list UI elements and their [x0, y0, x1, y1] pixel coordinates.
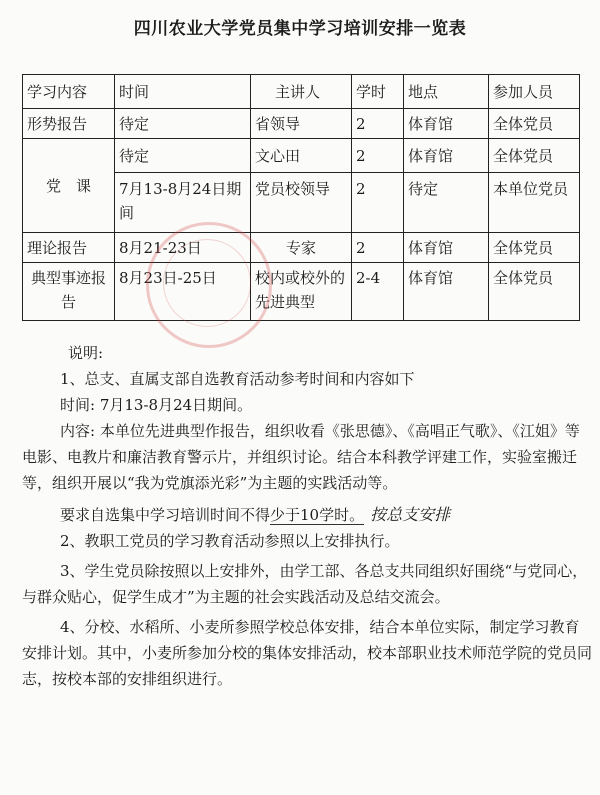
- cell-speaker: 省领导: [251, 109, 352, 139]
- cell-time: 8月23日-25日: [115, 263, 251, 321]
- note-3: 3、学生党员除按照以上安排外，由学工部、各总支共同组织好围绕“与党同心，与群众贴心，促学生成才”为主题的社会实践活动及总结交流会。: [22, 562, 588, 606]
- table-header-row: [23, 75, 580, 109]
- cell-speaker: 党员校领导: [251, 173, 352, 233]
- cell-place: 体育馆: [404, 139, 489, 173]
- note-2: 2、教职工党员的学习教育活动参照以上安排执行。: [60, 532, 400, 550]
- cell-hours: 2: [352, 173, 404, 233]
- cell-content: 形势报告: [23, 109, 115, 139]
- cell-attendees: 全体党员: [489, 233, 580, 263]
- cell-place: 体育馆: [404, 263, 489, 321]
- header-speaker: 主讲人: [251, 75, 352, 109]
- cell-time: 待定: [115, 109, 251, 139]
- cell-place: 体育馆: [404, 109, 489, 139]
- cell-content: 理论报告: [23, 233, 115, 263]
- note-4: 4、分校、水稻所、小麦所参照学校总体安排，结合本单位实际，制定学习教育安排计划。其中，小麦所参加分校的集体安排活动，校本部职业技术师范学院的党员同志，按校本部的安排组织进行。: [22, 618, 593, 688]
- table-row: [23, 233, 580, 263]
- header-hours: 学时: [352, 75, 404, 109]
- cell-attendees: 全体党员: [489, 109, 580, 139]
- cell-place: 体育馆: [404, 233, 489, 263]
- cell-hours: 2: [352, 109, 404, 139]
- cell-attendees: 全体党员: [489, 139, 580, 173]
- table-row: [23, 109, 580, 139]
- cell-content: 党 课: [23, 139, 115, 233]
- notes-heading: 说明:: [68, 344, 104, 362]
- requirement-text: 要求自选集中学习培训时间不得: [60, 506, 271, 524]
- cell-attendees: 全体党员: [489, 263, 580, 321]
- cell-attendees: 本单位党员: [489, 173, 580, 233]
- header-content: 学习内容: [23, 75, 115, 109]
- header-place: 地点: [404, 75, 489, 109]
- table-row: [23, 139, 580, 173]
- cell-hours: 2: [352, 233, 404, 263]
- note-1: 1、总支、直属支部自选教育活动参考时间和内容如下: [60, 370, 415, 388]
- cell-speaker: 校内或校外的先进典型: [251, 263, 352, 321]
- note-1-time: 时间: 7月13-8月24日期间。: [60, 396, 253, 414]
- handwritten-annotation: 按总支安排: [370, 505, 451, 524]
- notes-section: [22, 340, 592, 692]
- header-attendees: 参加人员: [489, 75, 580, 109]
- cell-place: 待定: [404, 173, 489, 233]
- cell-time: 7月13-8月24日期间: [115, 173, 251, 233]
- cell-time: 待定: [115, 139, 251, 173]
- document-title: 四川农业大学党员集中学习培训安排一览表: [133, 19, 467, 39]
- cell-hours: 2-4: [352, 263, 404, 321]
- note-1-requirement: [22, 502, 592, 528]
- cell-time: 8月21-23日: [115, 233, 251, 263]
- note-1-content: 内容: 本单位先进典型作报告，组织收看《张思德》、《高唱正气歌》、《江姐》等电影、电教片和廉洁教育警示片，并组织讨论。结合本科教学评建工作，实验室搬迁等，组织开展以“我为党旗添光彩”为主题的实践活动等。: [22, 422, 580, 492]
- cell-hours: 2: [352, 139, 404, 173]
- cell-speaker: 专家: [251, 233, 352, 263]
- header-time: 时间: [115, 75, 251, 109]
- schedule-table: [22, 74, 580, 321]
- requirement-underlined: 少于10学时。: [270, 506, 365, 524]
- table-row: [23, 263, 580, 321]
- cell-content: 典型事迹报告: [23, 263, 115, 321]
- cell-speaker: 文心田: [251, 139, 352, 173]
